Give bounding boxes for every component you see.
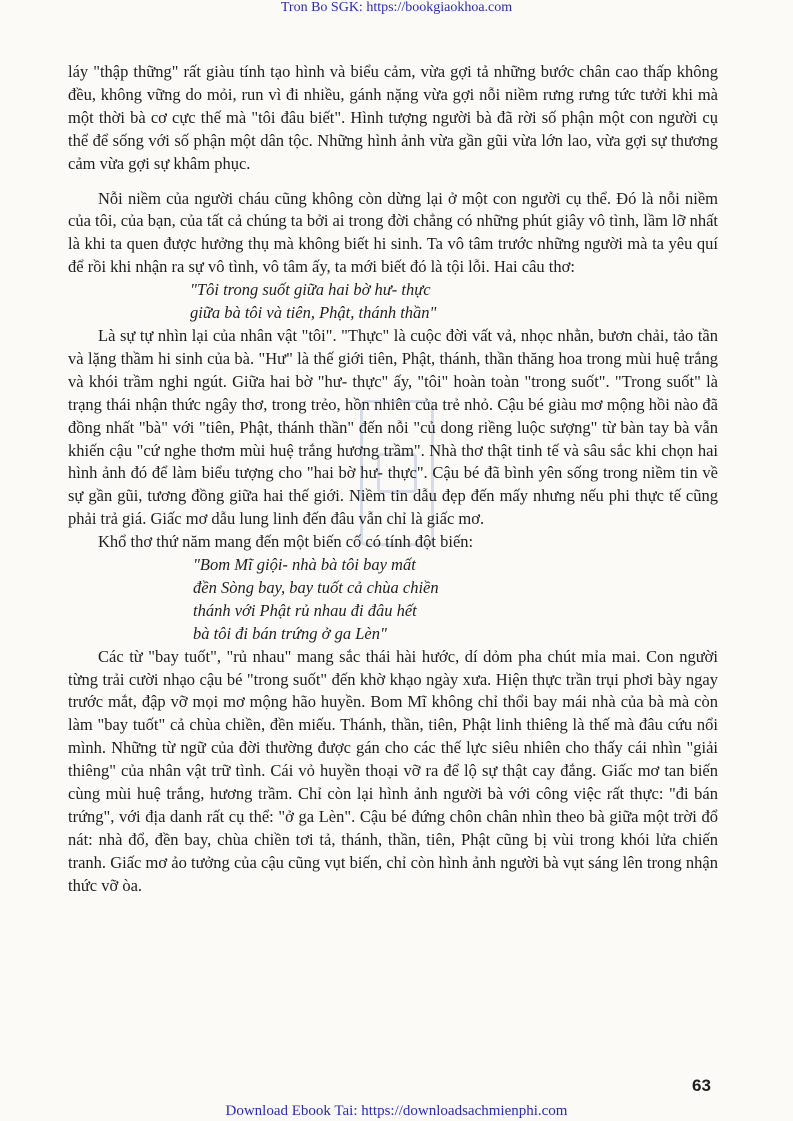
quote-2-line-3: thánh với Phật rủ nhau đi đâu hết	[193, 600, 417, 620]
quote-1-line-2: giữa bà tôi và tiên, Phật, thánh thần"	[190, 303, 437, 323]
page-number: 63	[692, 1076, 711, 1095]
quote-2-line-4: bà tôi đi bán trứng ở ga Lèn"	[193, 623, 387, 643]
paragraph-2: Nỗi niềm của người cháu cũng không còn dừng lại ở một con người cụ thể. Đó là nỗi niềm của tôi, của bạn, của tất cả chúng ta bởi ai trong đời chẳng có những phút giây vô tình, lầm lỡ nhất là khi ta quen được hưởng thụ mà không biết hi sinh. Ta vô tâm trước những người mà ta yêu quí để rồi khi nhận ra sự vô tình, vô tâm ấy, ta mới biết đó là tội lỗi. Hai câu thơ:	[68, 188, 718, 277]
paragraph-1: láy "thập thững" rất giàu tính tạo hình và biểu cảm, vừa gợi tả những bước chân cao thấp không đều, không vững do mỏi, run vì đi nhiều, gánh nặng vừa gợi nỗi niềm rưng rưng tức tưởi khi mà một thời bà cơ cực thế mà "tôi đâu biết". Hình tượng người bà đã rời số phận một con người cụ thể để sống với số phận một dân tộc. Những hình ảnh vừa gần gũi vừa lớn lao, vừa gợi sự thương cảm vừa gợi sự khâm phục.	[68, 62, 718, 173]
paragraph-4: Khổ thơ thứ năm mang đến một biến cố có tính đột biến:	[98, 532, 474, 552]
quote-1-line-1: "Tôi trong suốt giữa hai bờ hư- thực	[190, 280, 431, 300]
quote-2-line-2: đền Sòng bay, bay tuốt cả chùa chiền	[193, 577, 439, 597]
paragraph-5: Các từ "bay tuốt", "rủ nhau" mang sắc thái hài hước, dí dỏm pha chút mỉa mai. Con người từng trải cười nhạo cậu bé "trong suốt" đến khờ khạo ngày xưa. Hiện thực trần trụi phơi bày ngay trước mắt, đập vỡ mọi mơ mộng hão huyền. Bom Mĩ không chỉ thổi bay mái nhà của bà mà còn làm "bay tuốt" cả chùa chiền, đền miếu. Thánh, thần, tiên, Phật linh thiêng là thế mà đâu cứu nổi mình. Những từ ngữ của đời thường được gán cho các thế lực siêu nhiên cho thấy cái nhìn "giải thiêng" của nhân vật trữ tình. Cái vỏ huyền thoại vỡ ra để lộ sự thật cay đắng. Giấc mơ tan biến cùng mùi huệ trắng, hương trầm. Chỉ còn lại hình ảnh người bà với công việc rất thực: "đi bán trứng", với địa danh rất cụ thể: "ở ga Lèn". Cậu bé đứng chôn chân nhìn theo bà giữa một trời đổ nát: nhà đổ, đền bay, chùa chiền tơi tả, thánh, thần, tiên, Phật cũng bị vùi trong khói lửa chiến tranh. Giấc mơ ảo tưởng của cậu cũng vụt biến, chỉ còn hình ảnh người bà vụt sáng lên trong nhận thức vỡ òa.	[68, 646, 718, 895]
page-body	[68, 61, 718, 898]
header-source-link[interactable]: Tron Bo SGK: https://bookgiaokhoa.com	[280, 0, 513, 15]
footer-download-link[interactable]: Download Ebook Tai: https://downloadsachmienphi.com	[225, 1103, 568, 1119]
paragraph-3: Là sự tự nhìn lại của nhân vật "tôi". "Thực" là cuộc đời vất vả, nhọc nhằn, bươn chải, tảo tần và lặng thầm hi sinh của bà. "Hư" là thế giới tiên, Phật, thánh, thần thăng hoa trong mùi huệ trắng và khói trầm nghi ngút. Giữa hai bờ "hư- thực" ấy, "tôi" hoàn toàn "trong suốt". "Trong suốt" là trạng thái nhận thức ngây thơ, trong trẻo, hồn nhiên của trẻ nhỏ. Cậu bé giàu mơ mộng hồi nào đã đồng nhất "bà" với "tiên, Phật, thánh thần" đến nỗi "củ dong riềng luộc sượng" từ bàn tay bà vẫn khiến cậu "cứ nghe thơm mùi huệ trắng hương trầm". Nhà thơ thật tinh tế và sâu sắc khi chọn hai hình ảnh đó để làm biểu tượng cho "hai bờ hư- thực". Cậu bé đã bình yên sống trong niềm tin về sự gần gũi, tương đồng giữa hai thế giới. Niềm tin dẫu đẹp đến mấy nhưng nếu phi thực tế cũng phải trả giá. Giấc mơ dẫu lung linh đến đâu vẫn chỉ là giấc mơ.	[68, 325, 718, 529]
quote-2-line-1: "Bom Mĩ giội- nhà bà tôi bay mất	[193, 555, 416, 575]
